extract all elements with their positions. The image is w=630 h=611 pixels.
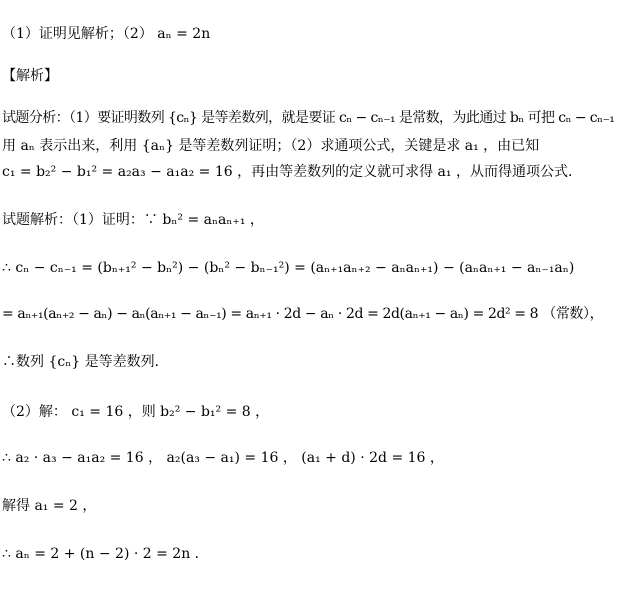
solution-line-4: ∴数列 {cₙ} 是等差数列．: [2, 354, 169, 370]
part2-line-2: ∴ a₂ · a₃ − a₁a₂ = 16 ， a₂(a₃ − a₁) = 16 ， (a₁ + d) · 2d = 16 ，: [2, 450, 444, 466]
solution-line-2: ∴ cₙ − cₙ₋₁ = (bₙ₊₁² − bₙ²) − (bₙ² − bₙ₋₁²) = (aₙ₊₁aₙ₊₂ − aₙaₙ₊₁) − (aₙaₙ₊₁ − aₙ₋₁aₙ): [2, 260, 575, 276]
solution-line-1: 试题解析：（1）证明：∵ bₙ² = aₙaₙ₊₁ ，: [2, 212, 264, 228]
analysis-line-2: 用 aₙ 表示出来，利用 {aₙ} 是等差数列证明；（2）求通项公式，关键是求 a₁ ，由已知: [2, 138, 540, 154]
answer-summary: （1）证明见解析；（2） aₙ = 2n: [2, 26, 211, 42]
analysis-heading: 【解析】: [2, 68, 58, 84]
part2-line-1: （2）解： c₁ = 16 ，则 b₂² − b₁² = 8 ，: [2, 404, 270, 420]
analysis-line-1: 试题分析：（1）要证明数列 {cₙ} 是等差数列，就是要证 cₙ − cₙ₋₁ 是常数，为此通过 bₙ 可把 cₙ − cₙ₋₁: [2, 110, 615, 126]
part2-line-4: ∴ aₙ = 2 + (n − 2) · 2 = 2n ．: [2, 546, 209, 562]
part2-line-3: 解得 a₁ = 2 ，: [2, 498, 97, 514]
solution-line-3: = aₙ₊₁(aₙ₊₂ − aₙ) − aₙ(aₙ₊₁ − aₙ₋₁) = aₙ₊₁ · 2d − aₙ · 2d = 2d(aₙ₊₁ − aₙ) = 2d² = 8 （常数），: [2, 306, 604, 322]
analysis-line-3: c₁ = b₂² − b₁² = a₂a₃ − a₁a₂ = 16 ，再由等差数列的定义就可求得 a₁ ，从而得通项公式．: [2, 164, 582, 180]
